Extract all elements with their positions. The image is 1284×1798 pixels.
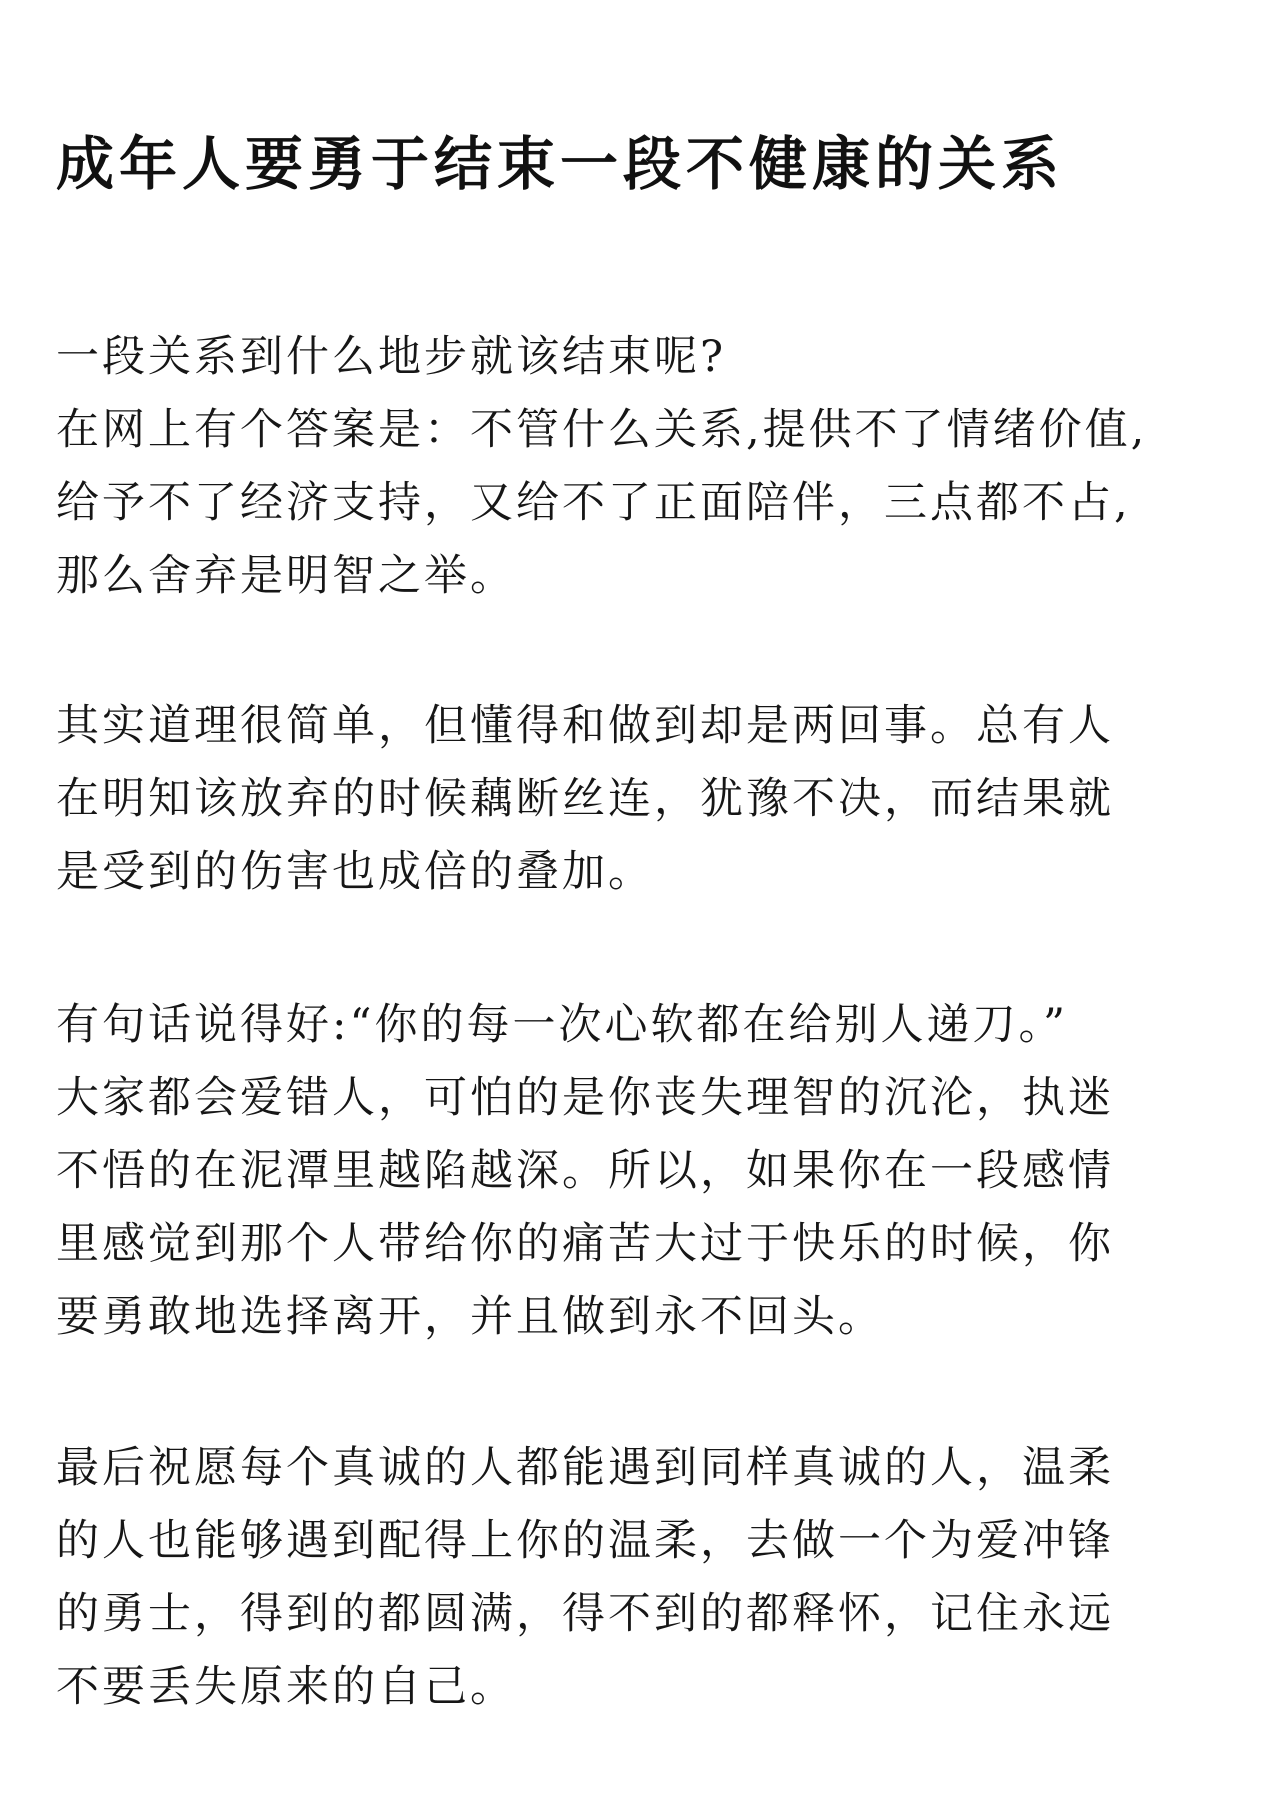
article-title: 成年人要勇于结束一段不健康的关系 — [56, 130, 1065, 198]
paragraph-line: 在明知该放弃的时候藕断丝连，犹豫不决，而结果就 — [56, 774, 1114, 824]
paragraph-line: 不悟的在泥潭里越陷越深。所以，如果你在一段感情 — [56, 1146, 1114, 1196]
paragraph-1 — [56, 321, 1246, 613]
paragraph-line: 有句话说得好:“你的每一次心软都在给别人递刀。” — [56, 1000, 1068, 1050]
paragraph-3 — [56, 989, 1246, 1354]
paragraph-line: 给予不了经济支持，又给不了正面陪伴，三点都不占, — [56, 478, 1131, 528]
paragraph-line: 要勇敢地选择离开，并且做到永不回头。 — [56, 1292, 884, 1342]
paragraph-2 — [56, 690, 1246, 909]
paragraph-line: 在网上有个答案是：不管什么关系,提供不了情绪价值, — [56, 405, 1148, 455]
paragraph-line: 的勇士，得到的都圆满，得不到的都释怀，记住永远 — [56, 1589, 1114, 1639]
paragraph-line: 的人也能够遇到配得上你的温柔，去做一个为爱冲锋 — [56, 1516, 1114, 1566]
paragraph-line: 其实道理很简单，但懂得和做到却是两回事。总有人 — [56, 701, 1114, 751]
paragraph-line: 最后祝愿每个真诚的人都能遇到同样真诚的人，温柔 — [56, 1443, 1114, 1493]
paragraph-line: 大家都会爱错人，可怕的是你丧失理智的沉沦，执迷 — [56, 1073, 1114, 1123]
paragraph-line: 不要丢失原来的自己。 — [56, 1662, 516, 1712]
paragraph-line: 那么舍弃是明智之举。 — [56, 551, 516, 601]
paragraph-4 — [56, 1432, 1246, 1724]
paragraph-line: 里感觉到那个人带给你的痛苦大过于快乐的时候，你 — [56, 1219, 1114, 1269]
paragraph-line: 一段关系到什么地步就该结束呢? — [56, 332, 727, 382]
paragraph-line: 是受到的伤害也成倍的叠加。 — [56, 847, 654, 897]
